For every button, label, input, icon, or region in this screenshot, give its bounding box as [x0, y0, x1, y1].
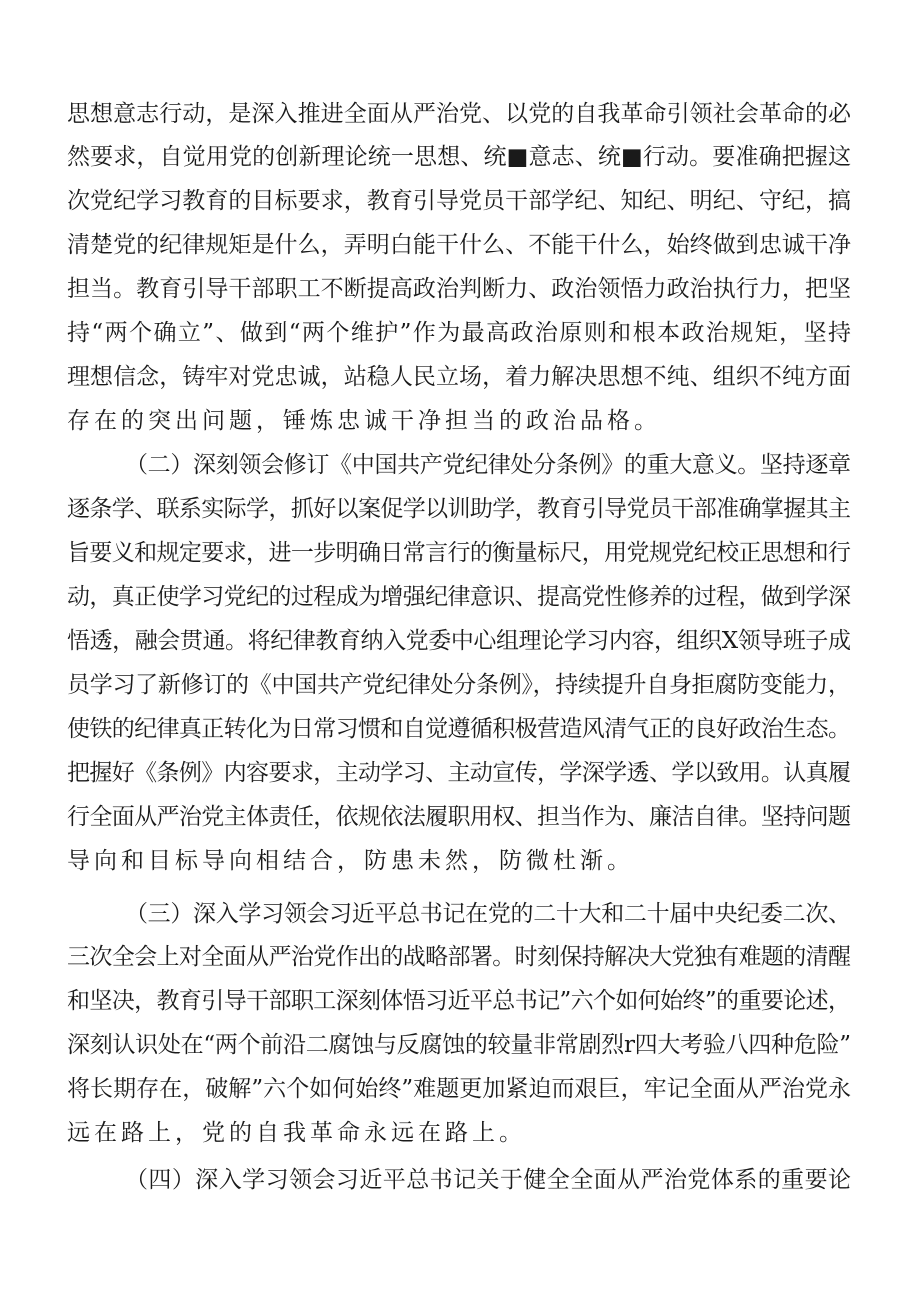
- text-line: （四）深入学习领会习近平总书记关于健全全面从严治党体系的重要论: [125, 1167, 852, 1193]
- text-line: 三次全会上对全面从严治党作出的战略部署。时刻保持解决大党独有难题的清醒: [67, 944, 851, 970]
- text-line: 逐条学、联系实际学，抓好以案促学以训助学，教育引导党员干部准确掌握其主: [67, 496, 851, 522]
- text-line: 使铁的纪律真正转化为日常习惯和自觉遵循积极营造风清气正的良好政治生态。: [67, 716, 851, 742]
- text-line: 把握好《条例》内容要求，主动学习、主动宣传，学深学透、学以致用。认真履: [67, 760, 851, 786]
- text-line: 深刻认识处在“两个前沿二腐蚀与反腐蚀的较量非常剧烈r四大考验八四种危险”: [67, 1032, 851, 1058]
- text-line: 远在路上，党的自我革命永远在路上。: [67, 1120, 526, 1146]
- text-line: 导向和目标导向相结合，防患未然，防微杜渐。: [67, 848, 634, 874]
- text-line: 思想意志行动，是深入推进全面从严治党、以党的自我革命引领社会革命的必: [67, 101, 852, 127]
- text-line: 然要求，自觉用党的创新理论统一思想、统■意志、统■行动。要准确把握这: [67, 144, 852, 170]
- text-line: 存在的突出问题，锤炼忠诚干净担当的政治品格。: [67, 408, 661, 434]
- text-line: （三）深入学习领会习近平总书记在党的二十大和二十届中央纪委二次、: [125, 901, 851, 927]
- text-line: 和坚决，教育引导干部职工深刻体悟习近平总书记”六个如何始终”的重要论述，: [67, 988, 851, 1014]
- text-line: 将长期存在，破解”六个如何始终”难题更加紧迫而艰巨，牢记全面从严治党永: [67, 1076, 852, 1102]
- text-line: 旨要义和规定要求，进一步明确日常言行的衡量标尺，用党规党纪校正思想和行: [67, 540, 851, 566]
- text-line: 次党纪学习教育的目标要求，教育引导党员干部学纪、知纪、明纪、守纪，搞: [67, 188, 852, 214]
- text-line: 持“两个确立”、做到“两个维护”作为最高政治原则和根本政治规矩，坚持: [67, 320, 853, 346]
- text-line: （二）深刻领会修订《中国共产党纪律处分条例》的重大意义。坚持逐章: [125, 452, 851, 478]
- text-line: 悟透，融会贯通。将纪律教育纳入党委中心组理论学习内容，组织X领导班子成: [67, 628, 851, 654]
- text-line: 行全面从严治党主体责任，依规依法履职用权、担当作为、廉洁自律。坚持问题: [67, 804, 851, 830]
- text-line: 理想信念，铸牢对党忠诚，站稳人民立场，着力解决思想不纯、组织不纯方面: [67, 364, 852, 390]
- text-line: 清楚党的纪律规矩是什么，弄明白能干什么、不能干什么，始终做到忠诚干净: [67, 232, 852, 258]
- text-line: 员学习了新修订的《中国共产党纪律处分条例》，持续提升自身拒腐防变能力，: [67, 672, 851, 698]
- text-line: 担当。教育引导干部职工不断提高政治判断力、政治领悟力政治执行力，把坚: [67, 276, 852, 302]
- text-line: 动，真正使学习党纪的过程成为增强纪律意识、提高党性修养的过程，做到学深: [67, 584, 851, 610]
